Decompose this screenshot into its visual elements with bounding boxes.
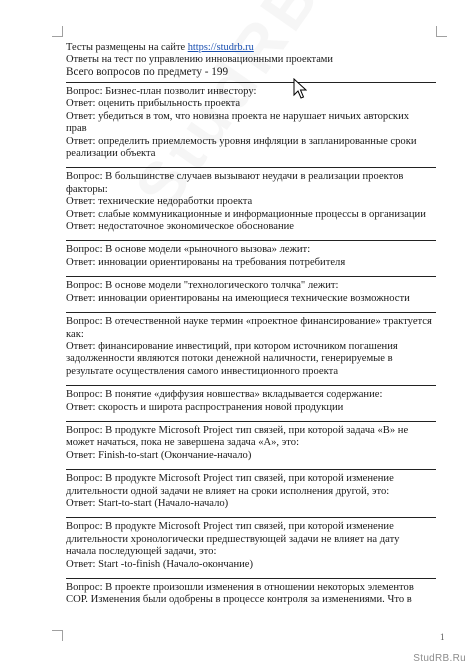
answer-text: длительности одной задачи не влияет на сроки исполнения другой, это: (66, 485, 390, 497)
answer-text: СОР. Изменения были одобрены в процессе контроля за изменениями. Что в (66, 594, 412, 606)
question-separator (66, 421, 436, 422)
site-line (66, 42, 436, 54)
margin-corner-mark (52, 630, 63, 641)
answer-text: прав (66, 123, 87, 135)
question-text: Вопрос: В большинстве случаев вызывают неудачи в реализации проектов (66, 171, 404, 183)
question-separator (66, 82, 436, 83)
question-block (66, 312, 436, 385)
question-block (66, 469, 436, 517)
answer-text: Ответ: оценить прибыльность проекта (66, 98, 241, 110)
site-prefix: Тесты размещены на сайте (66, 42, 188, 53)
question-block (66, 82, 436, 167)
document-subtitle: Ответы на тест по управлению инновационными проектами (66, 54, 333, 65)
margin-corner-mark (52, 26, 63, 37)
answer-text: Ответ: Finish-to-start (Окончание-начало) (66, 449, 252, 461)
answer-text: Ответ: скорость и широта распространения новой продукции (66, 401, 344, 413)
question-separator (66, 578, 436, 579)
question-text: Вопрос: В проекте произошли изменения в отношении некоторых элементов (66, 582, 414, 593)
question-block (66, 240, 436, 276)
question-text: Вопрос: В понятие «диффузия новшества» вкладывается содержание: (66, 389, 383, 401)
question-count: Всего вопросов по предмету - 199 (66, 66, 229, 78)
answer-text: может начаться, пока не завершена задача «А», это: (66, 437, 300, 449)
answer-text: Ответ: слабые коммуникационные и информационные процессы в организации (66, 208, 426, 220)
answer-text: как: (66, 328, 84, 340)
answer-text: результате осуществления самого инвестиционного проекта (66, 365, 339, 377)
question-text: Вопрос: Бизнес-план позволит инвестору: (66, 86, 257, 97)
question-text: Вопрос: В продукте Microsoft Project тип связей, при которой изменение (66, 473, 394, 485)
answer-text: Ответ: Start-to-start (Начало-начало) (66, 497, 229, 509)
question-separator (66, 517, 436, 518)
question-block (66, 578, 436, 607)
question-text: Вопрос: В основе модели «рыночного вызова» лежит: (66, 244, 311, 256)
document-header (66, 42, 436, 79)
questions-list (66, 82, 436, 607)
answer-text: начала последующей задачи, это: (66, 546, 217, 558)
question-block (66, 517, 436, 578)
answer-text: Ответ: определить приемлемость уровня инфляции в запланированные сроки (66, 135, 417, 147)
footer-brand: StudRB.Ru (413, 653, 466, 664)
question-text: Вопрос: В отечественной науке термин «проектное финансирование» трактуется (66, 316, 432, 328)
answer-text: факторы: (66, 183, 108, 195)
answer-text: Ответ: Start -to-finish (Начало-окончание) (66, 558, 254, 570)
question-separator (66, 385, 436, 386)
question-separator (66, 469, 436, 470)
question-block (66, 421, 436, 469)
answer-text: задолженности являются потоки денежной наличности, генерируемые в (66, 353, 393, 365)
page-number: 1 (440, 632, 445, 642)
question-text: Вопрос: В основе модели "технологического толчка" лежит: (66, 280, 339, 292)
answer-text: Ответ: технические недоработки проекта (66, 196, 253, 208)
answer-text: длительности хронологически предшествующей задачи не влияет на дату (66, 533, 400, 545)
answer-text: Ответ: инновации ориентированы на требования потребителя (66, 256, 346, 268)
question-block (66, 167, 436, 240)
question-separator (66, 167, 436, 168)
margin-corner-mark (436, 26, 447, 37)
question-separator (66, 276, 436, 277)
site-link[interactable]: https://studrb.ru (187, 42, 254, 53)
question-text: Вопрос: В продукте Microsoft Project тип связей, при которой задача «В» не (66, 424, 409, 436)
answer-text: Ответ: финансирование инвестиций, при котором источником погашения (66, 340, 398, 352)
question-text: Вопрос: В продукте Microsoft Project тип связей, при которой изменение (66, 521, 394, 533)
answer-text: Ответ: убедиться в том, что новизна проекта не нарушает ничьих авторских (66, 110, 410, 122)
question-block (66, 385, 436, 421)
question-separator (66, 312, 436, 313)
answer-text: реализации объекта (66, 148, 156, 160)
answer-text: Ответ: недостаточное экономическое обоснование (66, 221, 294, 233)
question-block (66, 276, 436, 312)
question-separator (66, 240, 436, 241)
answer-text: Ответ: инновации ориентированы на имеющиеся технические возможности (66, 292, 410, 304)
mouse-pointer-icon (293, 78, 307, 100)
